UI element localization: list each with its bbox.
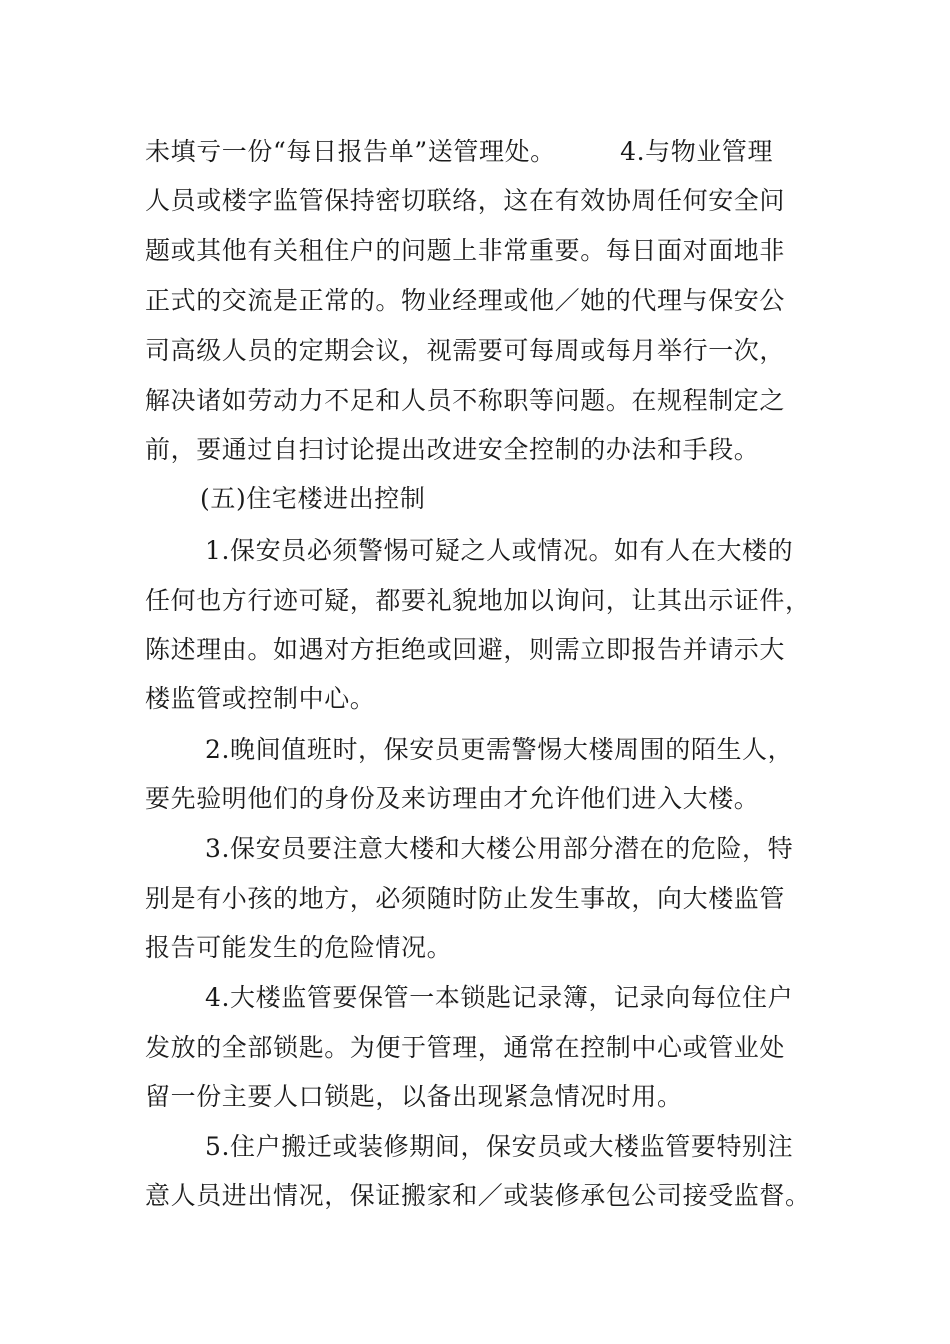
text-line: 楼监管或控制中心。: [145, 684, 376, 713]
text-line: 发放的全部锁匙。为便于管理，通常在控制中心或管业处: [145, 1033, 786, 1062]
text-line: 3.保安员要注意大楼和大楼公用部分潜在的危险，特: [205, 834, 794, 863]
text-line: 2.晚间值班时，保安员更需警惕大楼周围的陌生人，: [205, 735, 794, 764]
text-line: 未填亏一份“每日报告单”送管理处。 4.与物业管理: [145, 137, 774, 166]
text-line: 正式的交流是正常的。物业经理或他／她的代理与保安公: [145, 286, 786, 315]
text-line: 1.保安员必须警惕可疑之人或情况。如有人在大楼的: [205, 536, 794, 565]
text-line: 任何也方行迹可疑，都要礼貌地加以询问，让其出示证件，: [145, 586, 811, 615]
text-line: 报告可能发生的危险情况。: [145, 933, 453, 962]
section-heading: (五)住宅楼进出控制: [200, 484, 426, 513]
text-line: 陈述理由。如遇对方拒绝或回避，则需立即报告并请示大: [145, 635, 786, 664]
text-line: 前，要通过自扫讨论提出改进安全控制的办法和手段。: [145, 435, 760, 464]
text-line: 别是有小孩的地方，必须随时防止发生事故，向大楼监管: [145, 884, 786, 913]
text-line: 要先验明他们的身份及来访理由才允许他们进入大楼。: [145, 784, 760, 813]
text-line: 4.大楼监管要保管一本锁匙记录簿，记录向每位住户: [205, 983, 794, 1012]
text-line: 题或其他有关租住户的问题上非常重要。每日面对面地非: [145, 236, 786, 265]
text-line: 解决诸如劳动力不足和人员不称职等问题。在规程制定之: [145, 386, 786, 415]
text-line: 意人员进出情况，保证搬家和／或装修承包公司接受监督。: [145, 1181, 811, 1210]
text-line: 5.住户搬迁或装修期间，保安员或大楼监管要特别注: [205, 1132, 794, 1161]
text-line: 留一份主要人口锁匙，以备出现紧急情况时用。: [145, 1082, 683, 1111]
text-line: 司高级人员的定期会议，视需要可每周或每月举行一次，: [145, 336, 786, 365]
text-line: 人员或楼字监管保持密切联络，这在有效协周任何安全问: [145, 186, 786, 215]
